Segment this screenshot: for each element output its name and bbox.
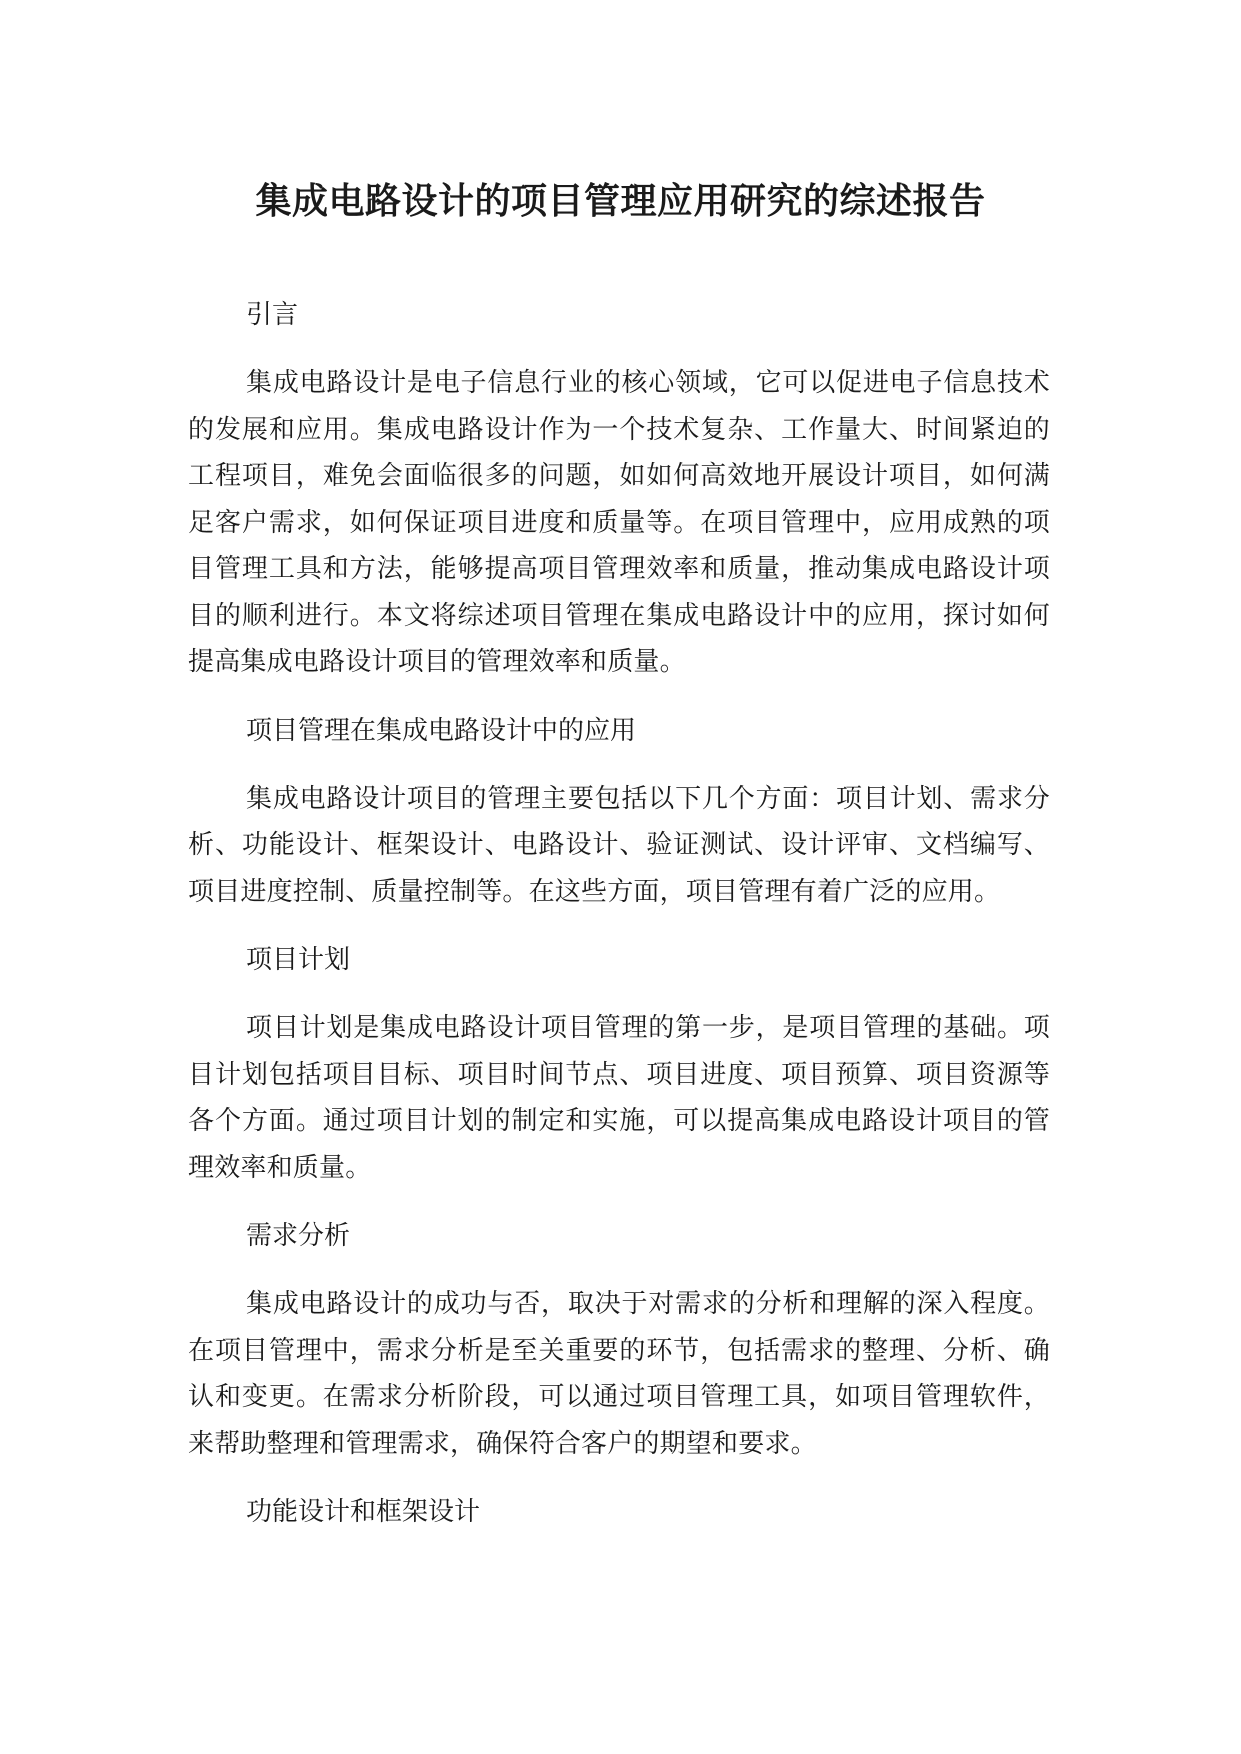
section-paragraph-project-plan: 项目计划是集成电路设计项目管理的第一步，是项目管理的基础。项目计划包括项目目标、项目时间节点、项目进度、项目预算、项目资源等各个方面。通过项目计划的制定和实施，可以提高集成电路设计项目的管理效率和质量。 (188, 1013, 1050, 1183)
document-body (188, 292, 1050, 1557)
section-heading-project-plan: 项目计划 (246, 945, 351, 975)
section-heading-function-framework-design: 功能设计和框架设计 (246, 1497, 481, 1527)
section-paragraph-pm-application: 集成电路设计项目的管理主要包括以下几个方面：项目计划、需求分析、功能设计、框架设计、电路设计、验证测试、设计评审、文档编写、项目进度控制、质量控制等。在这些方面，项目管理有着广泛的应用。 (188, 783, 1050, 907)
section-heading-requirements: 需求分析 (246, 1221, 351, 1251)
section-paragraph-requirements: 集成电路设计的成功与否，取决于对需求的分析和理解的深入程度。在项目管理中，需求分析是至关重要的环节，包括需求的整理、分析、确认和变更。在需求分析阶段，可以通过项目管理工具，如项目管理软件，来帮助整理和管理需求，确保符合客户的期望和要求。 (188, 1289, 1050, 1459)
section-heading-introduction: 引言 (246, 300, 299, 330)
section-paragraph-introduction: 集成电路设计是电子信息行业的核心领域，它可以促进电子信息技术的发展和应用。集成电路设计作为一个技术复杂、工作量大、时间紧迫的工程项目，难免会面临很多的问题，如如何高效地开展设计项目，如何满足客户需求，如何保证项目进度和质量等。在项目管理中，应用成熟的项目管理工具和方法，能够提高项目管理效率和质量，推动集成电路设计项目的顺利进行。本文将综述项目管理在集成电路设计中的应用，探讨如何提高集成电路设计项目的管理效率和质量。 (188, 368, 1050, 677)
document-title: 集成电路设计的项目管理应用研究的综述报告 (255, 181, 986, 222)
section-heading-pm-application: 项目管理在集成电路设计中的应用 (246, 715, 637, 746)
